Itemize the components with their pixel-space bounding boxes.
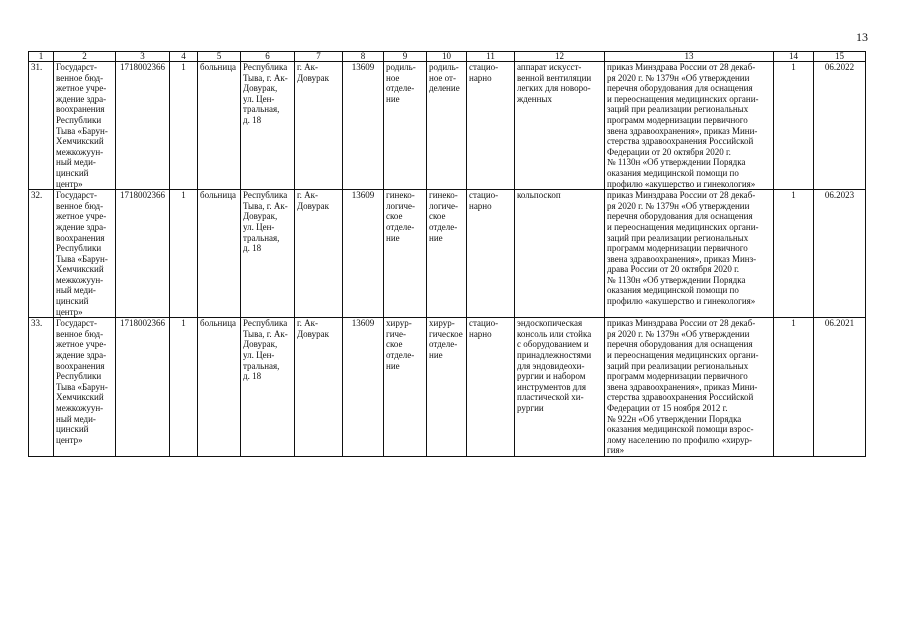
equipment-table bbox=[28, 51, 866, 457]
row-number: 32. bbox=[29, 190, 54, 318]
col-header: 4 bbox=[170, 52, 198, 62]
col-header: 3 bbox=[116, 52, 170, 62]
quantity: 1 bbox=[774, 62, 814, 190]
col-header: 9 bbox=[384, 52, 427, 62]
address: Республика Тыва, г. Ак- Довурак, ул. Цен- тральная, д. 18 bbox=[241, 62, 295, 190]
care-condition: стацио- нарно bbox=[467, 318, 515, 457]
care-condition: стацио- нарно bbox=[467, 62, 515, 190]
facility-type: больница bbox=[198, 190, 241, 318]
col-header: 10 bbox=[427, 52, 467, 62]
header-row bbox=[29, 52, 866, 62]
facility-type: больница bbox=[198, 62, 241, 190]
col-header: 5 bbox=[198, 52, 241, 62]
legal-basis: приказ Минздрава России от 28 декаб- ря 2020 г. № 1379н «Об утверждении перечня оборудования для оснащения и переоснащения медицинских органи- заций при реализации региональных программ модернизации первичного звена здравоохранения», приказ Мини- стерства здравоохранения Российской Федерации от 20 октября 2020 г. № 1130н «Об утверждении Порядка оказания медицинской помощи по профилю «акушерство и гинекология» bbox=[605, 62, 774, 190]
row-number: 33. bbox=[29, 318, 54, 457]
col-header: 6 bbox=[241, 52, 295, 62]
quantity: 1 bbox=[774, 318, 814, 457]
department-unit: хирур- гическое отделе- ние bbox=[427, 318, 467, 457]
col-header: 14 bbox=[774, 52, 814, 62]
address: Республика Тыва, г. Ак- Довурак, ул. Цен- тральная, д. 18 bbox=[241, 190, 295, 318]
equipment-name: эндоскопическая консоль или стойка с оборудованием и принадлежностями для эндовидеохи- рургии и набором инструментов для пластической хи- рургии bbox=[515, 318, 605, 457]
col-header: 7 bbox=[295, 52, 343, 62]
col-header: 8 bbox=[343, 52, 384, 62]
inn-code: 1718002366 bbox=[116, 190, 170, 318]
city: г. Ак- Довурак bbox=[295, 62, 343, 190]
equipment-name: аппарат искусст- венной вентиляции легких для новоро- жденных bbox=[515, 62, 605, 190]
department: хирур- гиче- ское отделе- ние bbox=[384, 318, 427, 457]
table-row bbox=[29, 62, 866, 190]
equipment-name: кольпоскоп bbox=[515, 190, 605, 318]
legal-basis: приказ Минздрава России от 28 декаб- ря 2020 г. № 1379н «Об утверждении перечня оборудования для оснащения и переоснащения медицинских органи- заций при реализации региональных программ модернизации первичного звена здравоохранения», приказ Минз- драва России от 20 октября 2020 г. № 1130н «Об утверждении Порядка оказания медицинской помощи по профилю «акушерство и гинекология» bbox=[605, 190, 774, 318]
col-header: 1 bbox=[29, 52, 54, 62]
legal-basis: приказ Минздрава России от 28 декаб- ря 2020 г. № 1379н «Об утверждении перечня оборудования для оснащения и переоснащения медицинских органи- заций при реализации региональных программ модернизации первичного звена здравоохранения», приказ Мини- стерства здравоохранения Российской Федерации от 15 ноября 2012 г. № 922н «Об утверждении Порядка оказания медицинской помощи взрос- лому населению по профилю «хирур- гия» bbox=[605, 318, 774, 457]
care-condition: стацио- нарно bbox=[467, 190, 515, 318]
department-unit: гинеко- логиче- ское отделе- ние bbox=[427, 190, 467, 318]
postal-code: 13609 bbox=[343, 62, 384, 190]
department: родиль- ное отделе- ние bbox=[384, 62, 427, 190]
department-unit: родиль- ное от- деление bbox=[427, 62, 467, 190]
organization-name: Государст- венное бюд- жетное учре- ждение здра- воохранения Республики Тыва «Барун- Хемчикский межкожуун- ный меди- цинский центр» bbox=[54, 318, 116, 457]
quantity: 1 bbox=[774, 190, 814, 318]
column-4-value: 1 bbox=[170, 318, 198, 457]
organization-name: Государст- венное бюд- жетное учре- ждение здра- воохранения Республики Тыва «Барун- Хемчикский межкожуун- ный меди- цинский центр» bbox=[54, 190, 116, 318]
address: Республика Тыва, г. Ак- Довурак, ул. Цен- тральная, д. 18 bbox=[241, 318, 295, 457]
city: г. Ак- Довурак bbox=[295, 318, 343, 457]
inn-code: 1718002366 bbox=[116, 62, 170, 190]
facility-type: больница bbox=[198, 318, 241, 457]
inn-code: 1718002366 bbox=[116, 318, 170, 457]
delivery-date: 06.2023 bbox=[814, 190, 866, 318]
delivery-date: 06.2022 bbox=[814, 62, 866, 190]
col-header: 11 bbox=[467, 52, 515, 62]
col-header: 15 bbox=[814, 52, 866, 62]
col-header: 2 bbox=[54, 52, 116, 62]
col-header: 13 bbox=[605, 52, 774, 62]
table-row bbox=[29, 318, 866, 457]
postal-code: 13609 bbox=[343, 190, 384, 318]
organization-name: Государст- венное бюд- жетное учре- ждение здра- воохранения Республики Тыва «Барун- Хемчикский межкожуун- ный меди- цинский центр» bbox=[54, 62, 116, 190]
col-header: 12 bbox=[515, 52, 605, 62]
postal-code: 13609 bbox=[343, 318, 384, 457]
page-number: 13 bbox=[856, 30, 868, 44]
column-4-value: 1 bbox=[170, 62, 198, 190]
column-4-value: 1 bbox=[170, 190, 198, 318]
city: г. Ак- Довурак bbox=[295, 190, 343, 318]
row-number: 31. bbox=[29, 62, 54, 190]
department: гинеко- логиче- ское отделе- ние bbox=[384, 190, 427, 318]
delivery-date: 06.2021 bbox=[814, 318, 866, 457]
table-row bbox=[29, 190, 866, 318]
